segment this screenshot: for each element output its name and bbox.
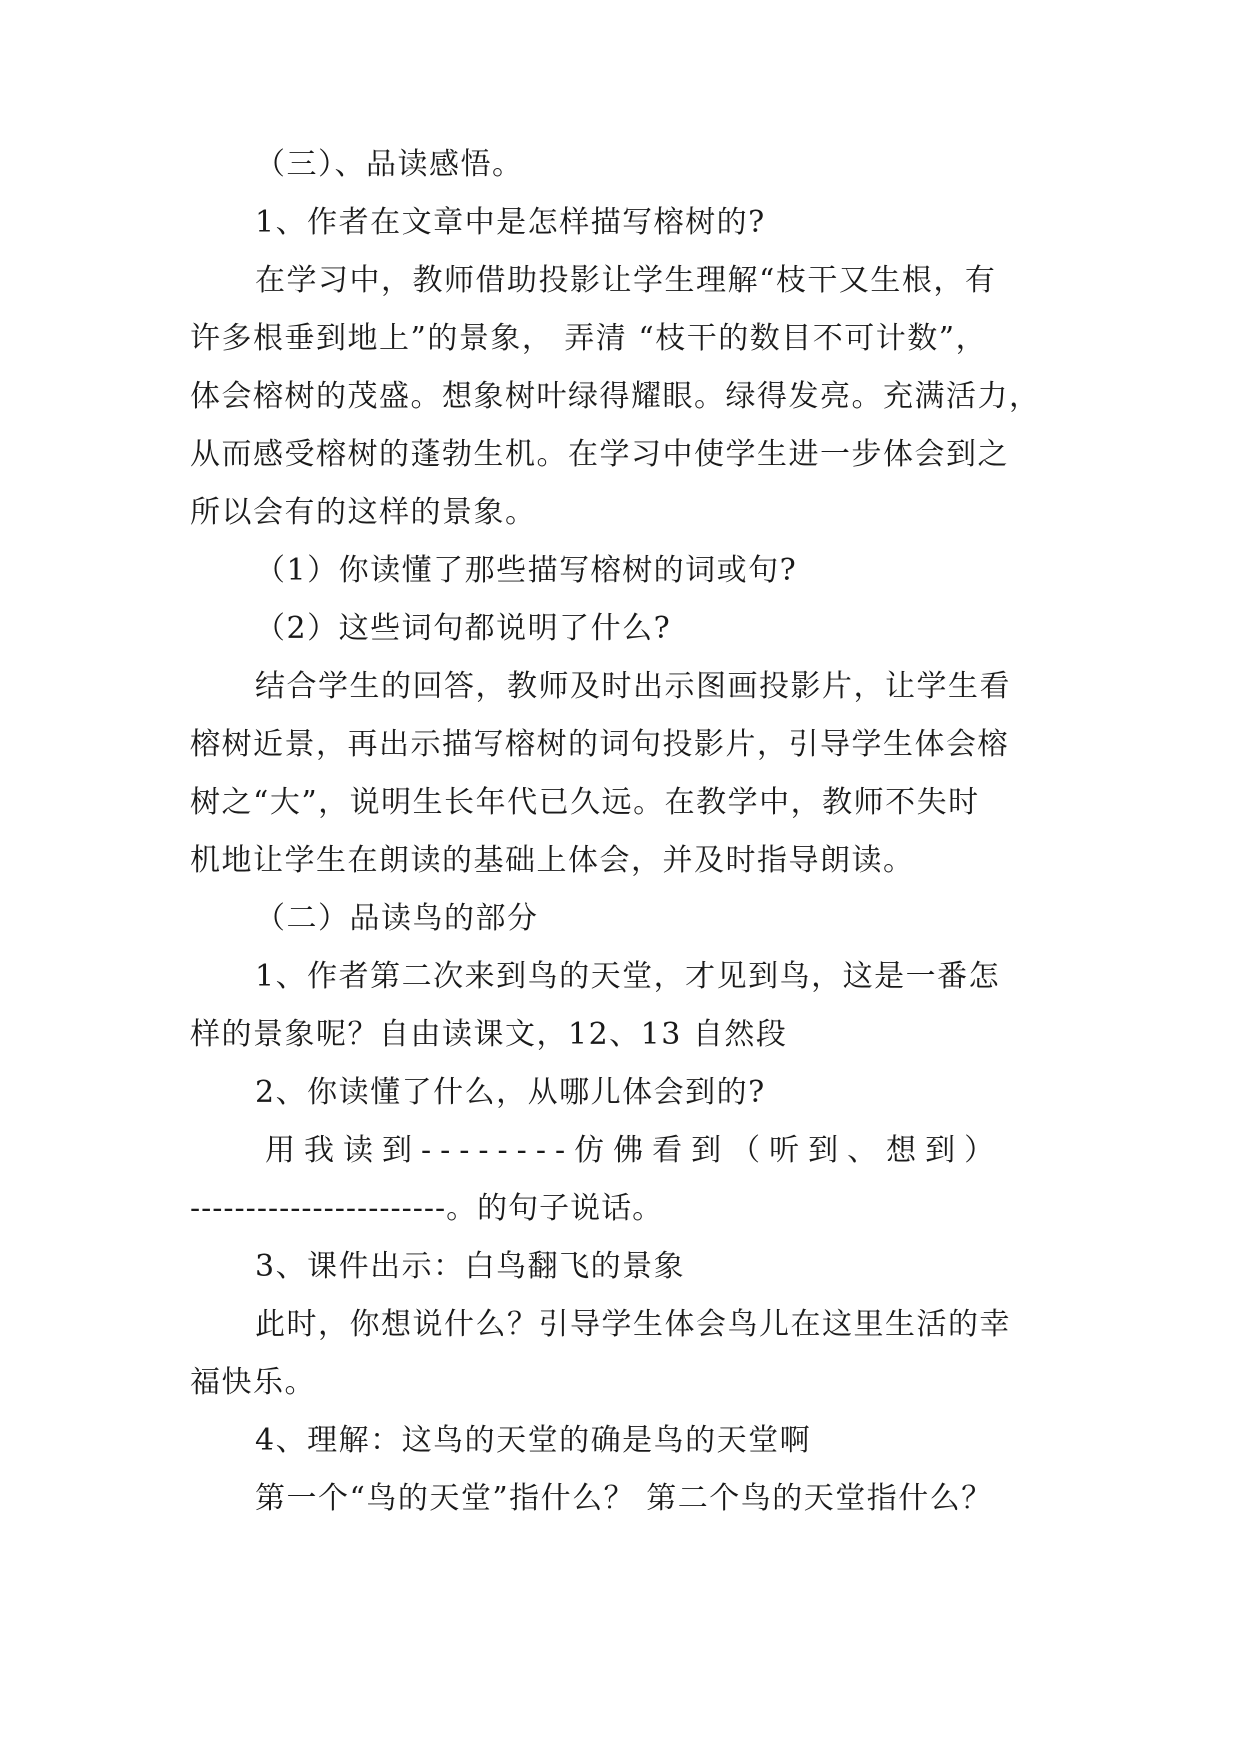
paragraph-line: 1、作者第二次来到鸟的天堂，才见到鸟，这是一番怎 <box>255 959 1001 994</box>
paragraph-line: 样的景象呢？自由读课文，12、13 自然段 <box>190 1017 788 1052</box>
paragraph-line: 在学习中，教师借助投影让学生理解“枝干又生根，有 <box>255 263 997 298</box>
paragraph-line: 3、课件出示：白鸟翻飞的景象 <box>255 1249 686 1284</box>
paragraph-line: 从而感受榕树的蓬勃生机。在学习中使学生进一步体会到之 <box>190 437 1009 472</box>
paragraph-line: 机地让学生在朗读的基础上体会，并及时指导朗读。 <box>190 843 915 878</box>
paragraph-line: 1、作者在文章中是怎样描写榕树的? <box>255 205 766 240</box>
paragraph-line: 此时，你想说什么？引导学生体会鸟儿在这里生活的幸 <box>255 1307 1011 1342</box>
paragraph-line: 福快乐。 <box>190 1365 316 1400</box>
section-heading-3: （三）、品读感悟。 <box>255 147 524 182</box>
paragraph-line: 许多根垂到地上”的景象， 弄清 “枝干的数目不可计数”， <box>190 321 988 356</box>
paragraph-line: 榕树近景，再出示描写榕树的词句投影片，引导学生体会榕 <box>190 727 1009 762</box>
paragraph-line: 4、理解：这鸟的天堂的确是鸟的天堂啊 <box>255 1423 812 1458</box>
fill-in-sentence-line: 用我读到--------仿佛看到（听到、想到） <box>265 1133 1004 1168</box>
section-heading-2: （二）品读鸟的部分 <box>255 901 539 936</box>
paragraph-line: 体会榕树的茂盛。想象树叶绿得耀眼。绿得发亮。充满活力， <box>190 379 1041 414</box>
paragraph-line: 结合学生的回答，教师及时出示图画投影片，让学生看 <box>255 669 1011 704</box>
paragraph-line: 2、你读懂了什么，从哪儿体会到的? <box>255 1075 766 1110</box>
paragraph-line: 第一个“鸟的天堂”指什么？ 第二个鸟的天堂指什么？ <box>255 1481 993 1516</box>
paragraph-line: 树之“大”，说明生长年代已久远。在教学中，教师不失时 <box>190 785 980 820</box>
question-line: （2）这些词句都说明了什么? <box>255 611 672 646</box>
paragraph-line: 所以会有的这样的景象。 <box>190 495 537 530</box>
fill-in-sentence-line: -----------------------。的句子说话。 <box>190 1191 664 1226</box>
question-line: （1）你读懂了那些描写榕树的词或句? <box>255 553 798 588</box>
